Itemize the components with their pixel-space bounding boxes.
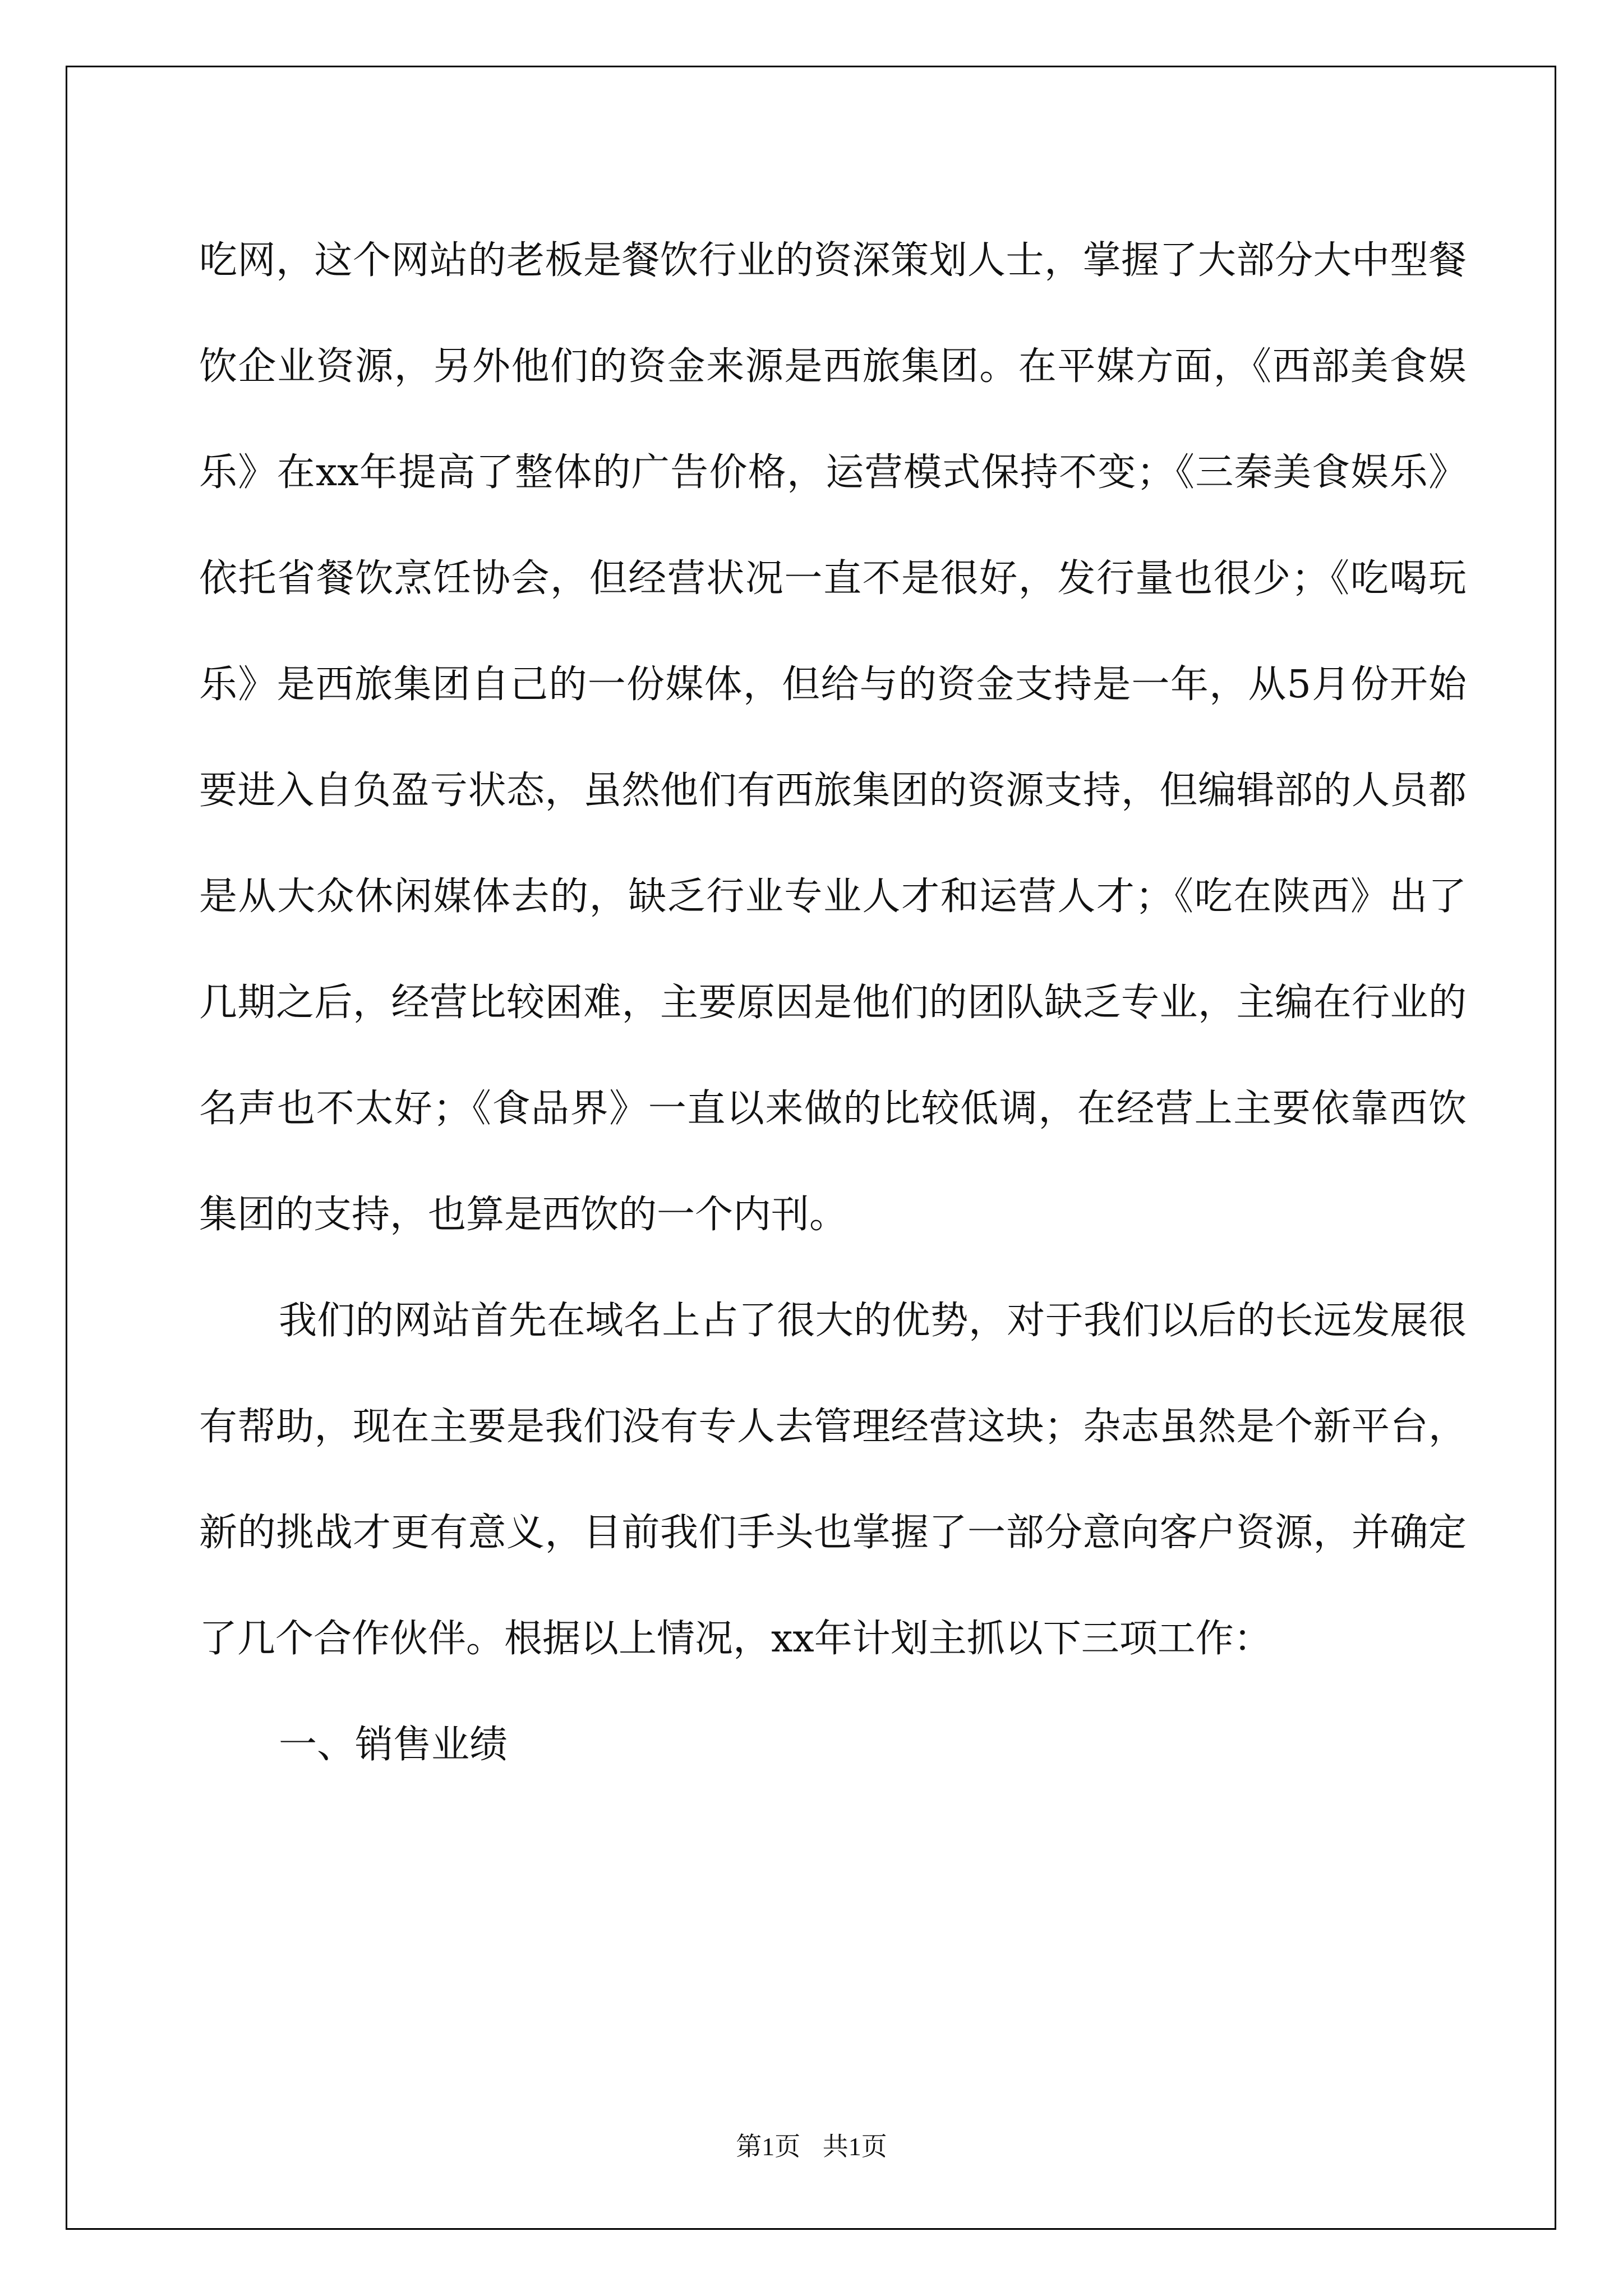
current-page-label: 第1页 xyxy=(736,2132,801,2161)
paragraph-2: 我们的网站首先在域名上占了很大的优势，对于我们以后的长远发展很有帮助，现在主要是我们没有专人去管理经营这块；杂志虽然是个新平台，新的挑战才更有意义，目前我们手头也掌握了一部分意向客户资源，并确定了几个合作伙伴。根据以上情况，xx年计划主抓以下三项工作： xyxy=(199,1299,1467,1661)
paragraph-1: 吃网，这个网站的老板是餐饮行业的资深策划人士，掌握了大部分大中型餐饮企业资源，另外他们的资金来源是西旅集团。在平媒方面，《西部美食娱乐》在xx年提高了整体的广告价格，运营模式保持不变；《三秦美食娱乐》依托省餐饮烹饪协会，但经营状况一直不是很好，发行量也很少；《吃喝玩乐》是西旅集团自己的一份媒体，但给与的资金支持是一年，从5月份开始要进入自负盈亏状态，虽然他们有西旅集团的资源支持，但编辑部的人员都是从大众休闲媒体去的，缺乏行业专业人才和运营人才；《吃在陕西》出了几期之后，经营比较困难，主要原因是他们的团队缺乏专业，主编在行业的名声也不太好；《食品界》一直以来做的比较低调，在经营上主要依靠西饮集团的支持，也算是西饮的一个内刊。 xyxy=(199,238,1467,1237)
total-pages-label: 共1页 xyxy=(822,2132,887,2161)
section-heading: 一、销售业绩 xyxy=(279,1723,508,1767)
document-body xyxy=(199,208,1467,1798)
page-footer xyxy=(0,2126,1623,2163)
